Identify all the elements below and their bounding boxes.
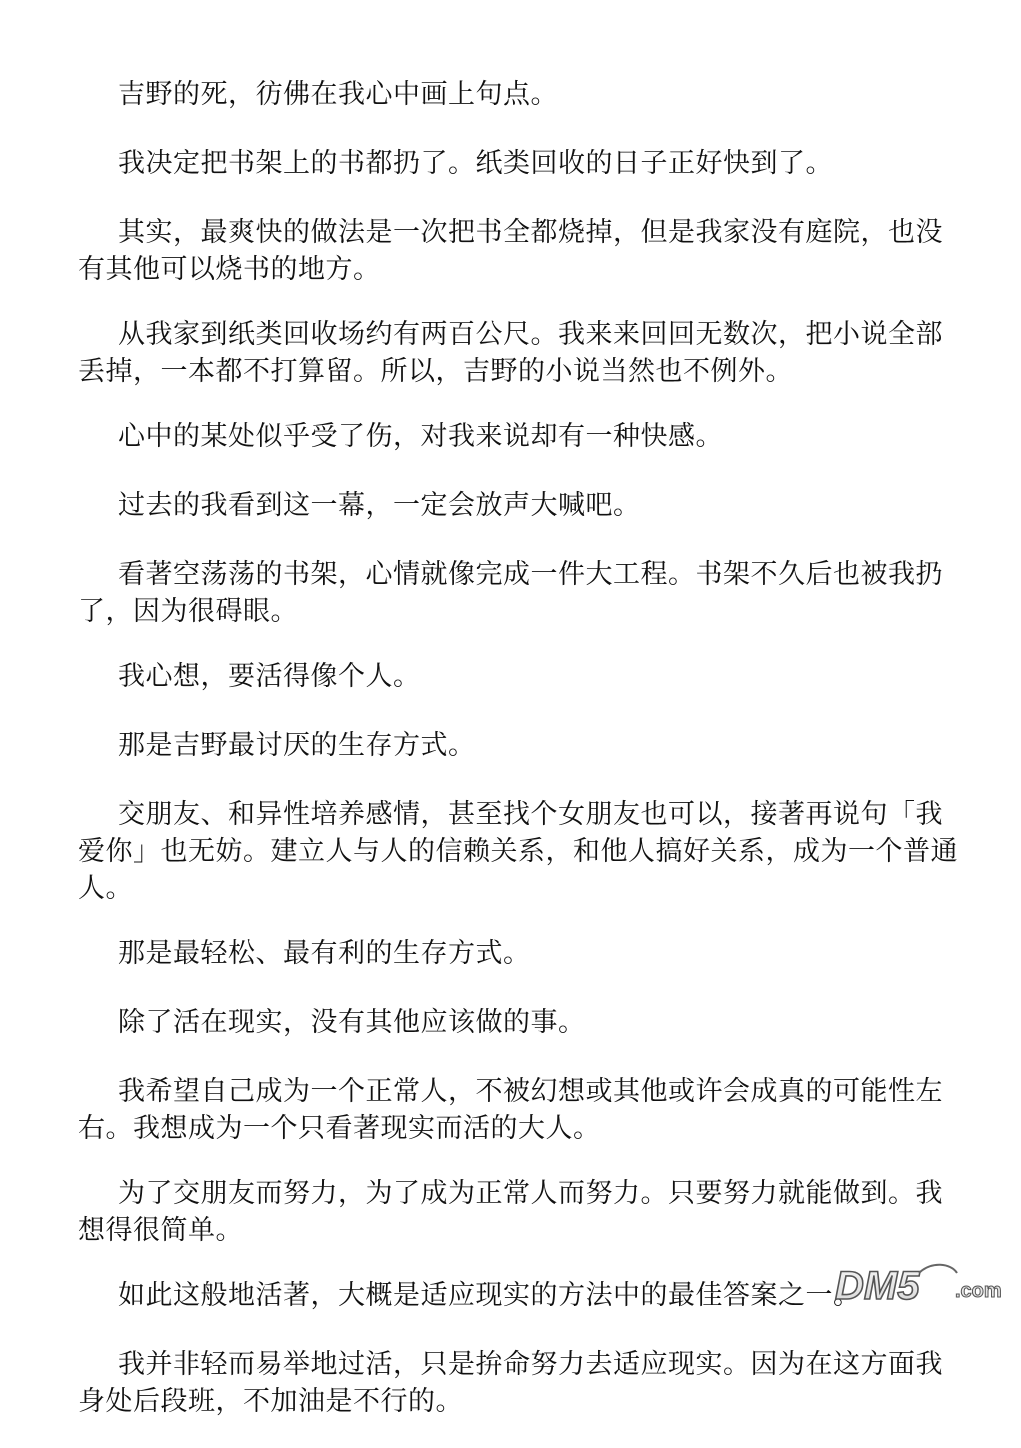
- paragraph-1: 吉野的死，彷佛在我心中画上句点。: [118, 79, 558, 110]
- paragraph-15: 如此这般地活著，大概是适应现实的方法中的最佳答案之一。: [118, 1280, 861, 1311]
- paragraph-14: 为了交朋友而努力，为了成为正常人而努力。只要努力就能做到。我想得很简单。: [78, 1178, 943, 1246]
- paragraph-8: 我心想，要活得像个人。: [118, 661, 421, 692]
- paragraph-5: 心中的某处似乎受了伤，对我来说却有一种快感。: [118, 421, 723, 452]
- paragraph-2: 我决定把书架上的书都扔了。纸类回收的日子正好快到了。: [118, 148, 833, 179]
- paragraph-7: 看著空荡荡的书架，心情就像完成一件大工程。书架不久后也被我扔了，因为很碍眼。: [78, 559, 943, 627]
- paragraph-16: 我并非轻而易举地过活，只是拚命努力去适应现实。因为在这方面我身处后段班，不加油是不行的。: [78, 1349, 943, 1417]
- paragraph-13: 我希望自己成为一个正常人，不被幻想或其他或许会成真的可能性左右。我想成为一个只看著现实而活的大人。: [78, 1076, 943, 1144]
- paragraph-10: 交朋友、和异性培养感情，甚至找个女朋友也可以，接著再说句「我爱你」也无妨。建立人与人的信赖关系，和他人搞好关系，成为一个普通人。: [78, 799, 958, 904]
- paragraph-11: 那是最轻松、最有利的生存方式。: [118, 938, 531, 969]
- paragraph-12: 除了活在现实，没有其他应该做的事。: [118, 1007, 586, 1038]
- paragraph-6: 过去的我看到这一幕，一定会放声大喊吧。: [118, 490, 641, 521]
- watermark-domain-text: .com: [955, 1280, 1002, 1302]
- dm5-watermark: [833, 1259, 1003, 1305]
- paragraph-9: 那是吉野最讨厌的生存方式。: [118, 730, 476, 761]
- watermark-logo-text: DM5: [835, 1264, 920, 1305]
- text-column: [78, 76, 958, 1448]
- paragraph-3: 其实，最爽快的做法是一次把书全都烧掉，但是我家没有庭院，也没有其他可以烧书的地方。: [78, 217, 943, 285]
- dm5-logo-icon: [833, 1259, 1003, 1305]
- paragraph-4: 从我家到纸类回收场约有两百公尺。我来来回回无数次，把小说全部丢掉，一本都不打算留。所以，吉野的小说当然也不例外。: [78, 319, 943, 387]
